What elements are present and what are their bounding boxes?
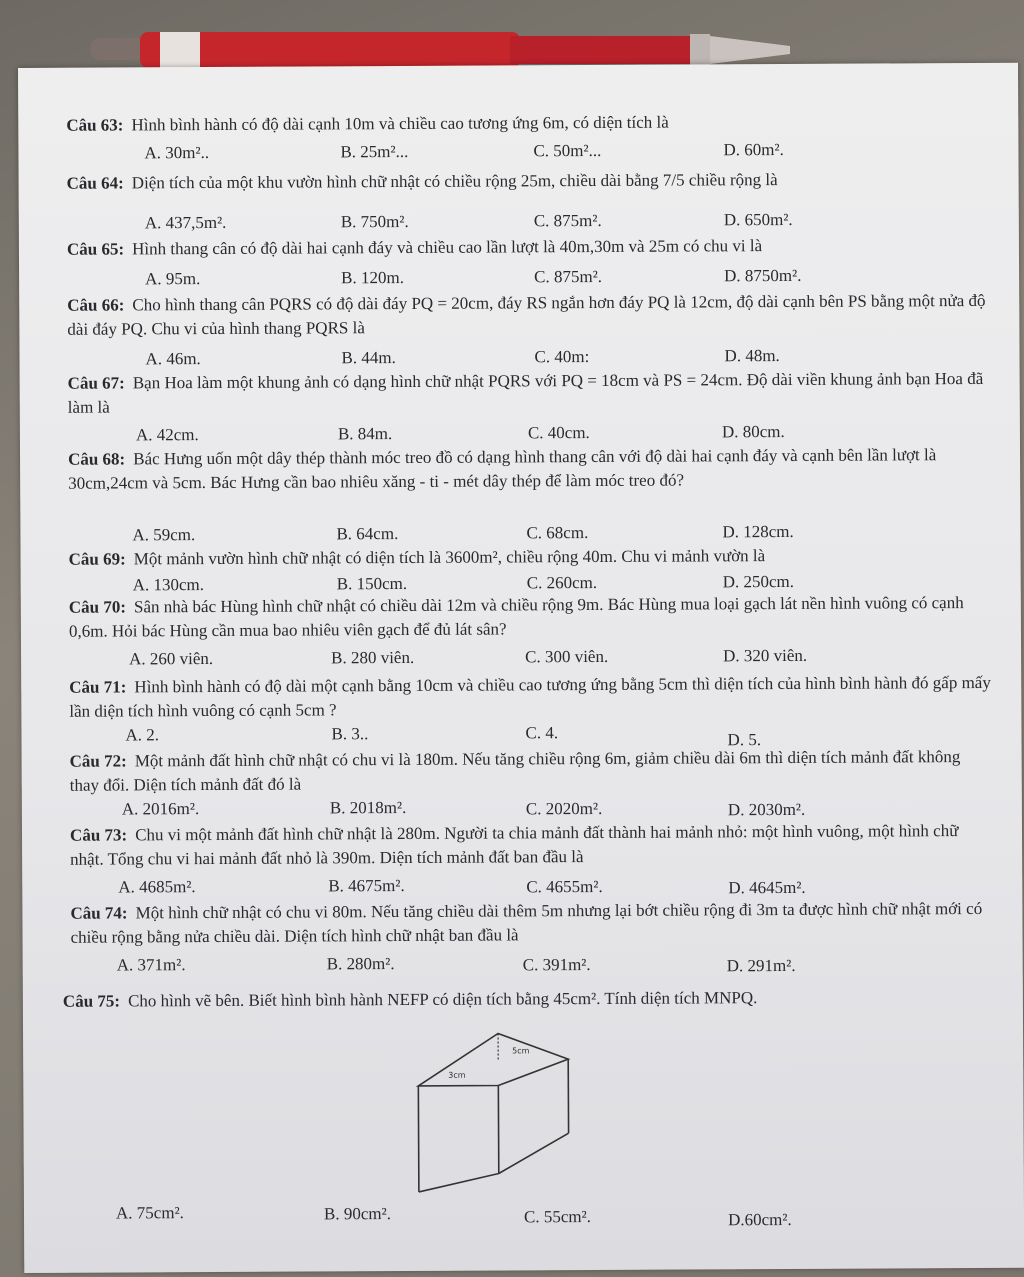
option-a[interactable]: A. 59cm. <box>132 525 196 545</box>
option-b[interactable]: B. 64cm. <box>336 524 399 544</box>
question-63: Câu 63: Hình bình hành có độ dài cạnh 10m và chiều cao tương ứng 6m, có diện tích là A. 30m².. B. 25m²... C. 50m²... D. 60m². <box>18 109 1018 114</box>
option-c[interactable]: C. 4655m². <box>526 876 603 897</box>
option-c[interactable]: C. 2020m². <box>525 798 603 819</box>
option-c[interactable]: C. 260cm. <box>526 572 598 593</box>
option-c[interactable]: C. 55cm². <box>523 1207 592 1227</box>
question-70: Câu 70: Sân nhà bác Hùng hình chữ nhật có chiều dài 12m và chiều rộng 9m. Bác Hùng mua loại gạch lát nền hình vuông có cạnh 0,6m. Hỏi bác Hùng cần mua bao nhiêu viên gạch để đủ lát sân? A. 260 viên. B. 280 viên. C. 300 viên. D. 320 viên. <box>21 591 1021 596</box>
question-67: Câu 67: Bạn Hoa làm một khung ảnh có dạng hình chữ nhật PQRS với PQ = 18cm và PS = 24cm. Độ dài viền khung ảnh bạn Hoa đã làm là A. 42cm. B. 84m. C. 40cm. D. 80cm. <box>20 367 1020 372</box>
geometry-figure <box>408 1023 589 1204</box>
option-d[interactable]: D. 60m². <box>723 139 784 160</box>
option-d[interactable]: D. 291m². <box>726 955 796 976</box>
option-a[interactable]: A. 2016m². <box>121 799 200 819</box>
option-a[interactable]: A. 371m². <box>116 955 186 975</box>
option-c[interactable]: C. 50m²... <box>533 140 602 161</box>
question-69: Câu 69: Một mảnh vườn hình chữ nhật có diện tích là 3600m², chiều rộng 40m. Chu vi mảnh vườn là A. 130cm. B. 150cm. C. 260cm. D. 250cm. <box>21 543 1021 548</box>
option-a[interactable]: A. 4685m². <box>118 877 196 897</box>
option-b[interactable]: B. 2018m². <box>329 797 407 818</box>
label-left: 3cm <box>448 1070 466 1080</box>
edge-line <box>419 1173 499 1191</box>
label-top: 5cm <box>512 1046 530 1056</box>
question-66: Câu 66: Cho hình thang cân PQRS có độ dài đáy PQ = 20cm, đáy RS ngắn hơn đáy PQ là 12cm, độ dài cạnh bên PS bằng một nửa độ dài đáy PQ. Chu vi của hình thang PQRS là A. 46m. B. 44m. C. 40m: D. 48m. <box>19 289 1019 294</box>
option-a[interactable]: A. 75cm². <box>115 1203 184 1223</box>
option-b[interactable]: B. 120m. <box>341 267 404 288</box>
option-b[interactable]: B. 25m²... <box>340 141 409 162</box>
option-c[interactable]: C. 40cm. <box>527 423 590 443</box>
edge-line <box>499 1133 569 1173</box>
option-a[interactable]: A. 130cm. <box>132 575 205 595</box>
option-b[interactable]: B. 280 viên. <box>331 647 415 668</box>
question-75: Câu 75: Cho hình vẽ bên. Biết hình bình hành NEFP có diện tích bằng 45cm². Tính diện tích MNPQ. A. 75cm². B. 90cm². C. 55cm². D.60cm². <box>23 985 1023 990</box>
option-a[interactable]: A. 437,5m². <box>144 212 227 233</box>
option-d[interactable]: D. 8750m². <box>724 265 802 286</box>
option-b[interactable]: B. 3.. <box>331 724 369 744</box>
option-d[interactable]: D. 650m². <box>723 209 793 230</box>
option-c[interactable]: C. 40m: <box>534 347 590 367</box>
option-c[interactable]: C. 4. <box>525 723 559 743</box>
option-d[interactable]: D. 4645m². <box>728 877 806 898</box>
option-b[interactable]: B. 90cm². <box>323 1204 392 1224</box>
option-d[interactable]: D. 320 viên. <box>723 645 808 666</box>
question-72: Câu 72: Một mảnh đất hình chữ nhật có chu vi là 180m. Nếu tăng chiều rộng 6m, giảm chiều dài 6m thì diện tích mảnh đất không thay đổi. Diện tích mảnh đất đó là A. 2016m². B. 2018m². C. 2020m². D. 2030m². <box>22 745 1022 750</box>
option-c[interactable]: C. 391m². <box>522 955 591 975</box>
option-d[interactable]: D. 128cm. <box>722 521 794 542</box>
question-71: Câu 71: Hình bình hành có độ dài một cạnh bằng 10cm và chiều cao tương ứng bằng 5cm thì diện tích của hình bình hành đó gấp mấy lần diện tích hình vuông có cạnh 5cm ? A. 2. B. 3.. C. 4. D. 5. <box>21 671 1021 676</box>
parallelogram-shape <box>418 1033 568 1086</box>
question-68: Câu 68: Bác Hưng uốn một dây thép thành móc treo đồ có dạng hình thang cân với độ dài hai cạnh đáy và cạnh bên lần lượt là 30cm,24cm và 5cm. Bác Hưng cần bao nhiêu xăng - ti - mét dây thép để làm móc treo đó? A. 59cm. B. 64cm. C. 68cm. D. 128cm. <box>20 443 1020 448</box>
option-b[interactable]: B. 750m². <box>340 211 409 232</box>
option-b[interactable]: B. 4675m². <box>328 875 405 896</box>
option-d[interactable]: D.60cm². <box>727 1209 792 1230</box>
option-c[interactable]: C. 68cm. <box>526 523 589 543</box>
option-b[interactable]: B. 150cm. <box>336 573 408 594</box>
option-c[interactable]: C. 300 viên. <box>525 646 609 667</box>
option-a[interactable]: A. 2. <box>125 725 160 745</box>
question-64: Câu 64: Diện tích của một khu vườn hình chữ nhật có chiều rộng 25m, chiều dài bằng 7/5 chiều rộng là A. 437,5m². B. 750m². C. 875m². D. 650m². <box>19 167 1019 172</box>
worksheet-page <box>18 63 1024 1273</box>
option-a[interactable]: A. 260 viên. <box>129 648 214 669</box>
option-a[interactable]: A. 42cm. <box>135 425 199 445</box>
option-a[interactable]: A. 46m. <box>145 349 201 369</box>
option-c[interactable]: C. 875m². <box>533 210 602 231</box>
option-d[interactable]: D. 80cm. <box>721 421 785 442</box>
question-74: Câu 74: Một hình chữ nhật có chu vi 80m. Nếu tăng chiều dài thêm 5m nhưng lại bớt chiều rộng đi 3m ta được hình chữ nhật mới có chiều rộng bằng nửa chiều dài. Diện tích hình chữ nhật ban đầu là A. 371m². B. 280m². C. 391m². D. 291m². <box>22 897 1022 902</box>
option-b[interactable]: B. 280m². <box>326 954 395 974</box>
option-d[interactable]: D. 250cm. <box>722 571 795 592</box>
option-d[interactable]: D. 5. <box>727 730 762 750</box>
option-d[interactable]: D. 2030m². <box>727 799 806 820</box>
option-b[interactable]: B. 84m. <box>337 424 393 444</box>
option-a[interactable]: A. 95m. <box>145 269 201 289</box>
edge-line <box>418 1086 419 1192</box>
option-a[interactable]: A. 30m².. <box>144 143 210 163</box>
question-65: Câu 65: Hình thang cân có độ dài hai cạnh đáy và chiều cao lần lượt là 40m,30m và 25m có chu vi là A. 95m. B. 120m. C. 875m². D. 8750m². <box>19 233 1019 238</box>
option-c[interactable]: C. 875m². <box>534 266 603 287</box>
option-b[interactable]: B. 44m. <box>341 348 396 368</box>
option-d[interactable]: D. 48m. <box>724 346 780 366</box>
question-73: Câu 73: Chu vi một mảnh đất hình chữ nhật là 280m. Người ta chia mảnh đất thành hai mảnh nhỏ: một hình vuông, một hình chữ nhật. Tổng chu vi hai mảnh đất nhỏ là 390m. Diện tích mảnh đất ban đầu là A. 4685m². B. 4675m². C. 4655m². D. 4645m². <box>22 819 1022 824</box>
